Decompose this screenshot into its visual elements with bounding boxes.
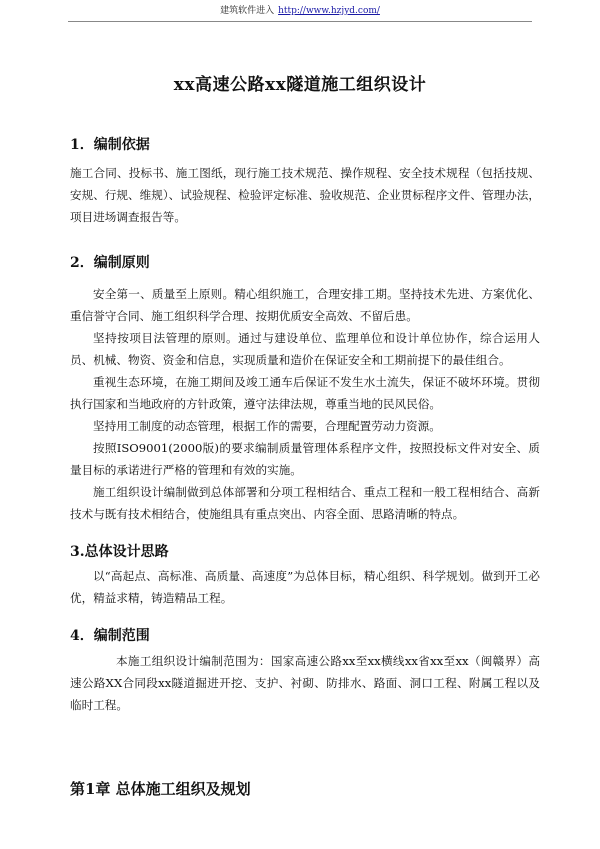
section-paragraph: 施工合同、投标书、施工图纸，现行施工技术规范、操作规程、安全技术规程（包括技规、安规、行规、维规）、试验规程、检验评定标准、验收规范、企业贯标程序文件、管理办法，项目进场调查报告等。 xyxy=(70,166,540,224)
section-heading-scope: 4．编制范围 xyxy=(70,628,150,644)
section-paragraph: 按照ISO9001(2000版)的要求编制质量管理体系程序文件，按照投标文件对安全、质量目标的承诺进行严格的管理和有效的实施。 xyxy=(70,441,540,477)
section-paragraph: 坚持用工制度的动态管理，根据工作的需要，合理配置劳动力资源。 xyxy=(93,419,441,433)
section-paragraph: 施工组织设计编制做到总体部署和分项工程相结合、重点工程和一般工程相结合、高新技术与既有技术相结合，使施组具有重点突出、内容全面、思路清晰的特点。 xyxy=(70,485,540,521)
header-prefix: 建筑软件进入 xyxy=(220,6,275,16)
section-heading-basis: 1．编制依据 xyxy=(70,137,150,153)
section-paragraph: 本施工组织设计编制范围为：国家高速公路xx至xx横线xx省xx至xx（闽赣界）高速公路XX合同段xx隧道掘进开挖、支护、衬砌、防排水、路面、洞口工程、附属工程以及临时工程。 xyxy=(70,654,540,712)
section-paragraph: 坚持按项目法管理的原则。通过与建设单位、监理单位和设计单位协作，综合运用人员、机械、物资、资金和信息，实现质量和造价在保证安全和工期前提下的最佳组合。 xyxy=(70,331,540,367)
chapter-heading: 第1章 总体施工组织及规划 xyxy=(70,780,251,798)
section-heading-principles: 2．编制原则 xyxy=(70,255,150,271)
document-title: xx高速公路xx隧道施工组织设计 xyxy=(173,75,427,95)
section-heading-approach: 3.总体设计思路 xyxy=(70,544,169,560)
header-link[interactable]: http://www.hzjyd.com/ xyxy=(278,6,380,16)
section-paragraph: 以“高起点、高标准、高质量、高速度”为总体目标，精心组织、科学规划。做到开工必优，精益求精，铸造精品工程。 xyxy=(70,569,540,605)
header-rule xyxy=(68,21,532,22)
section-paragraph: 安全第一、质量至上原则。精心组织施工，合理安排工期。坚持技术先进、方案优化、重信誉守合同、施工组织科学合理、按期优质安全高效、不留后患。 xyxy=(70,287,540,323)
section-paragraph: 重视生态环境，在施工期间及竣工通车后保证不发生水土流失，保证不破坏环境。贯彻执行国家和当地政府的方针政策，遵守法律法规，尊重当地的民风民俗。 xyxy=(70,375,540,411)
